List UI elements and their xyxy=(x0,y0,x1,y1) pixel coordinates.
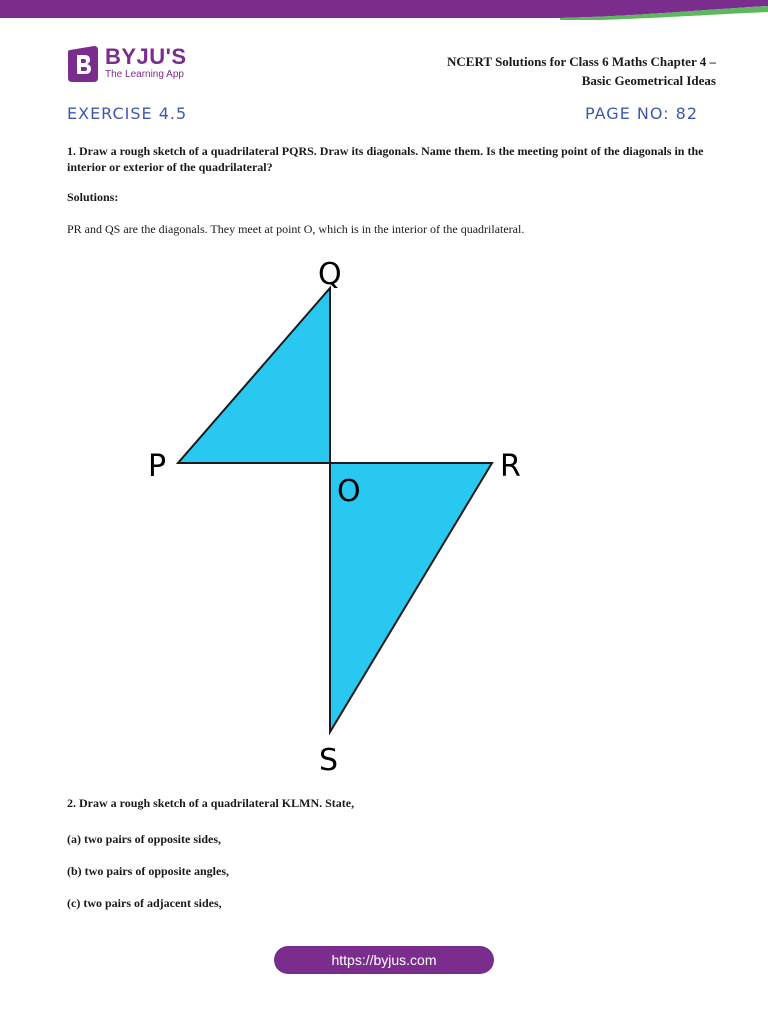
byjus-logo-icon xyxy=(66,44,100,84)
exercise-heading: EXERCISE 4.5 xyxy=(67,104,188,123)
intersection-label-o: O xyxy=(337,474,361,509)
question-1: 1. Draw a rough sketch of a quadrilateral PQRS. Draw its diagonals. Name them. Is the meeting point of the diagonals in the interior or exterior of the quadrilateral? xyxy=(67,144,704,174)
quadrilateral-pqrs xyxy=(178,288,492,732)
vertex-label-q: Q xyxy=(318,257,342,292)
quadrilateral-pqrs-figure xyxy=(140,250,540,780)
question-2: 2. Draw a rough sketch of a quadrilateral KLMN. State, xyxy=(67,796,355,810)
vertex-label-s: S xyxy=(319,743,339,778)
footer-url-text[interactable]: https://byjus.com xyxy=(331,952,437,968)
question-2-part-a: (a) two pairs of opposite sides, xyxy=(67,832,222,846)
page-number: PAGE NO: 82 xyxy=(585,104,698,123)
question-2-part-c: (c) two pairs of adjacent sides, xyxy=(67,896,222,910)
solution-1-answer: PR and QS are the diagonals. They meet at point O, which is in the interior of the quadrilateral. xyxy=(67,222,525,236)
logo-tagline: The Learning App xyxy=(105,69,184,80)
byjus-logo[interactable] xyxy=(66,44,187,84)
solutions-label: Solutions: xyxy=(67,190,119,204)
question-2-part-b: (b) two pairs of opposite angles, xyxy=(67,864,230,878)
document-title-line-1: NCERT Solutions for Class 6 Maths Chapter 4 – xyxy=(447,54,716,69)
logo-name: BYJU'S xyxy=(105,44,187,69)
vertex-label-p: P xyxy=(148,449,167,484)
top-color-band xyxy=(0,0,768,20)
document-title-line-2: Basic Geometrical Ideas xyxy=(581,73,716,88)
document-title xyxy=(356,52,716,90)
header-band-graphic xyxy=(0,0,768,20)
vertex-label-r: R xyxy=(500,449,521,484)
footer-url-button[interactable] xyxy=(274,946,494,974)
